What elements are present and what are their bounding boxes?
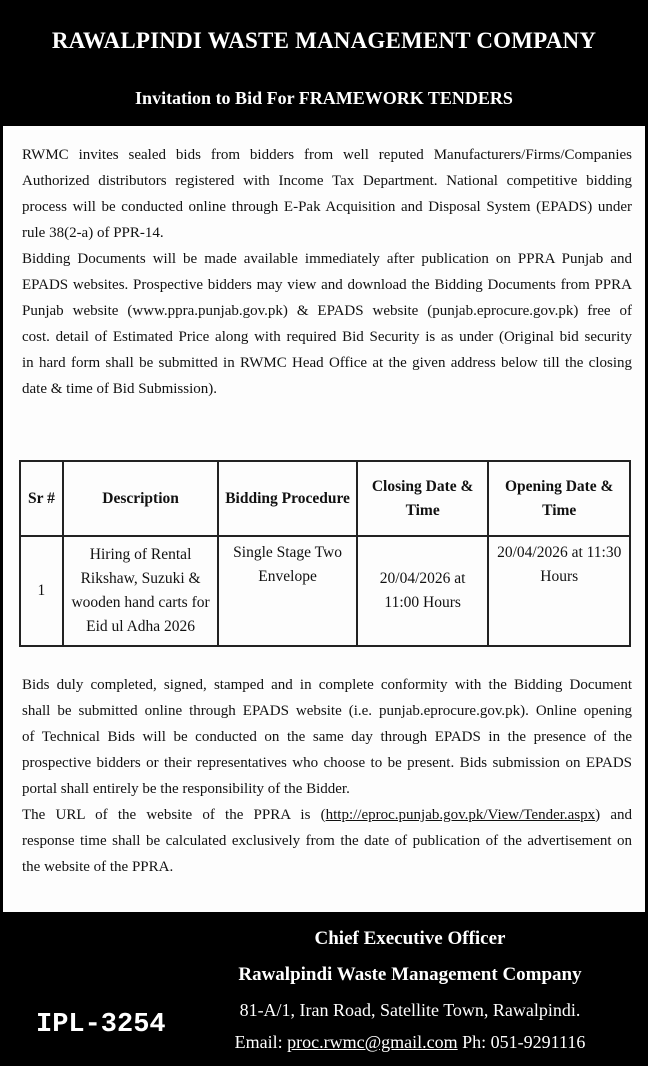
text: The URL of the website of the PPRA is ( [22, 807, 326, 823]
text-line: date & time of Bid Submission). [22, 381, 217, 397]
text-line [22, 802, 632, 828]
col-description: Description [63, 461, 218, 536]
cell-procedure: Single Stage Two Envelope [218, 536, 357, 646]
col-procedure: Bidding Procedure [218, 461, 357, 536]
table-header-row [20, 461, 630, 536]
notice-body [3, 126, 645, 912]
col-sr: Sr # [20, 461, 63, 536]
text-line: shall be submitted online through EPADS website (i.e. punjab.eprocure.gov.pk). Online opening [22, 703, 632, 719]
tender-subtitle: Invitation to Bid For FRAMEWORK TENDERS [135, 88, 513, 108]
header [0, 0, 648, 126]
text-line: prospective bidders or their representatives who choose to be present. Bids submission on EPADS [22, 755, 632, 771]
ad-code: IPL-3254 [36, 1010, 166, 1040]
text-line: Bids duly completed, signed, stamped and in complete conformity with the Bidding Document [22, 677, 632, 693]
cell-closing: 20/04/2026 at 11:00 Hours [357, 536, 489, 646]
cell-description: Hiring of Rental Rikshaw, Suzuki & wooden hand carts for Eid ul Adha 2026 [63, 536, 218, 646]
text-line: EPADS websites. Prospective bidders may view and download the Bidding Documents from PPRA [22, 277, 632, 293]
officer-title: Chief Executive Officer [314, 928, 506, 949]
company-title: RAWALPINDI WASTE MANAGEMENT COMPANY [51, 28, 597, 53]
text-line: of Technical Bids will be conducted on the same day through EPADS in the presence of the [22, 729, 632, 745]
footer [0, 912, 648, 1066]
text-line: Authorized distributors registered with Income Tax Department. National competitive bidding [22, 173, 632, 189]
footer-contact [200, 1032, 620, 1053]
ppra-url-link[interactable]: http://eproc.punjab.gov.pk/View/Tender.aspx [325, 807, 596, 823]
col-closing: Closing Date & Time [357, 461, 489, 536]
tender-table [19, 460, 631, 647]
cell-opening: 20/04/2026 at 11:30 Hours [488, 536, 630, 646]
table-row [20, 536, 630, 646]
text-line: process will be conducted online through E-Pak Acquisition and Disposal System (EPADS) under [22, 199, 632, 215]
text-line: the website of the PPRA. [22, 859, 174, 875]
text-line: in hard form shall be submitted in RWMC Head Office at the given address below till the closing [22, 355, 632, 371]
paragraph-intro [22, 142, 632, 402]
col-opening: Opening Date & Time [488, 461, 630, 536]
paragraph-submission [22, 672, 632, 880]
footer-company: Rawalpindi Waste Management Company [238, 964, 582, 985]
cell-sr: 1 [20, 536, 63, 646]
text-line: cost. detail of Estimated Price along with required Bid Security is as under (Original bid security [22, 329, 632, 345]
text-line: RWMC invites sealed bids from bidders from well reputed Manufacturers/Firms/Companies [22, 147, 632, 163]
phone: Ph: 051-9291116 [457, 1032, 586, 1052]
footer-address: 81-A/1, Iran Road, Satellite Town, Rawalpindi. [239, 1000, 581, 1020]
text: ) and [595, 807, 632, 823]
text-line: response time shall be calculated exclusively from the date of publication of the advertisement on [22, 833, 632, 849]
text-line: rule 38(2-a) of PPR-14. [22, 225, 164, 241]
email-link[interactable]: proc.rwmc@gmail.com [287, 1032, 458, 1052]
text-line: Punjab website (www.ppra.punjab.gov.pk) & EPADS website (punjab.eprocure.gov.pk) free of [22, 303, 632, 319]
text-line: Bidding Documents will be made available immediately after publication on PPRA Punjab and [22, 251, 632, 267]
email-label: Email: [234, 1032, 288, 1052]
text-line: portal shall entirely be the responsibility of the Bidder. [22, 781, 350, 797]
